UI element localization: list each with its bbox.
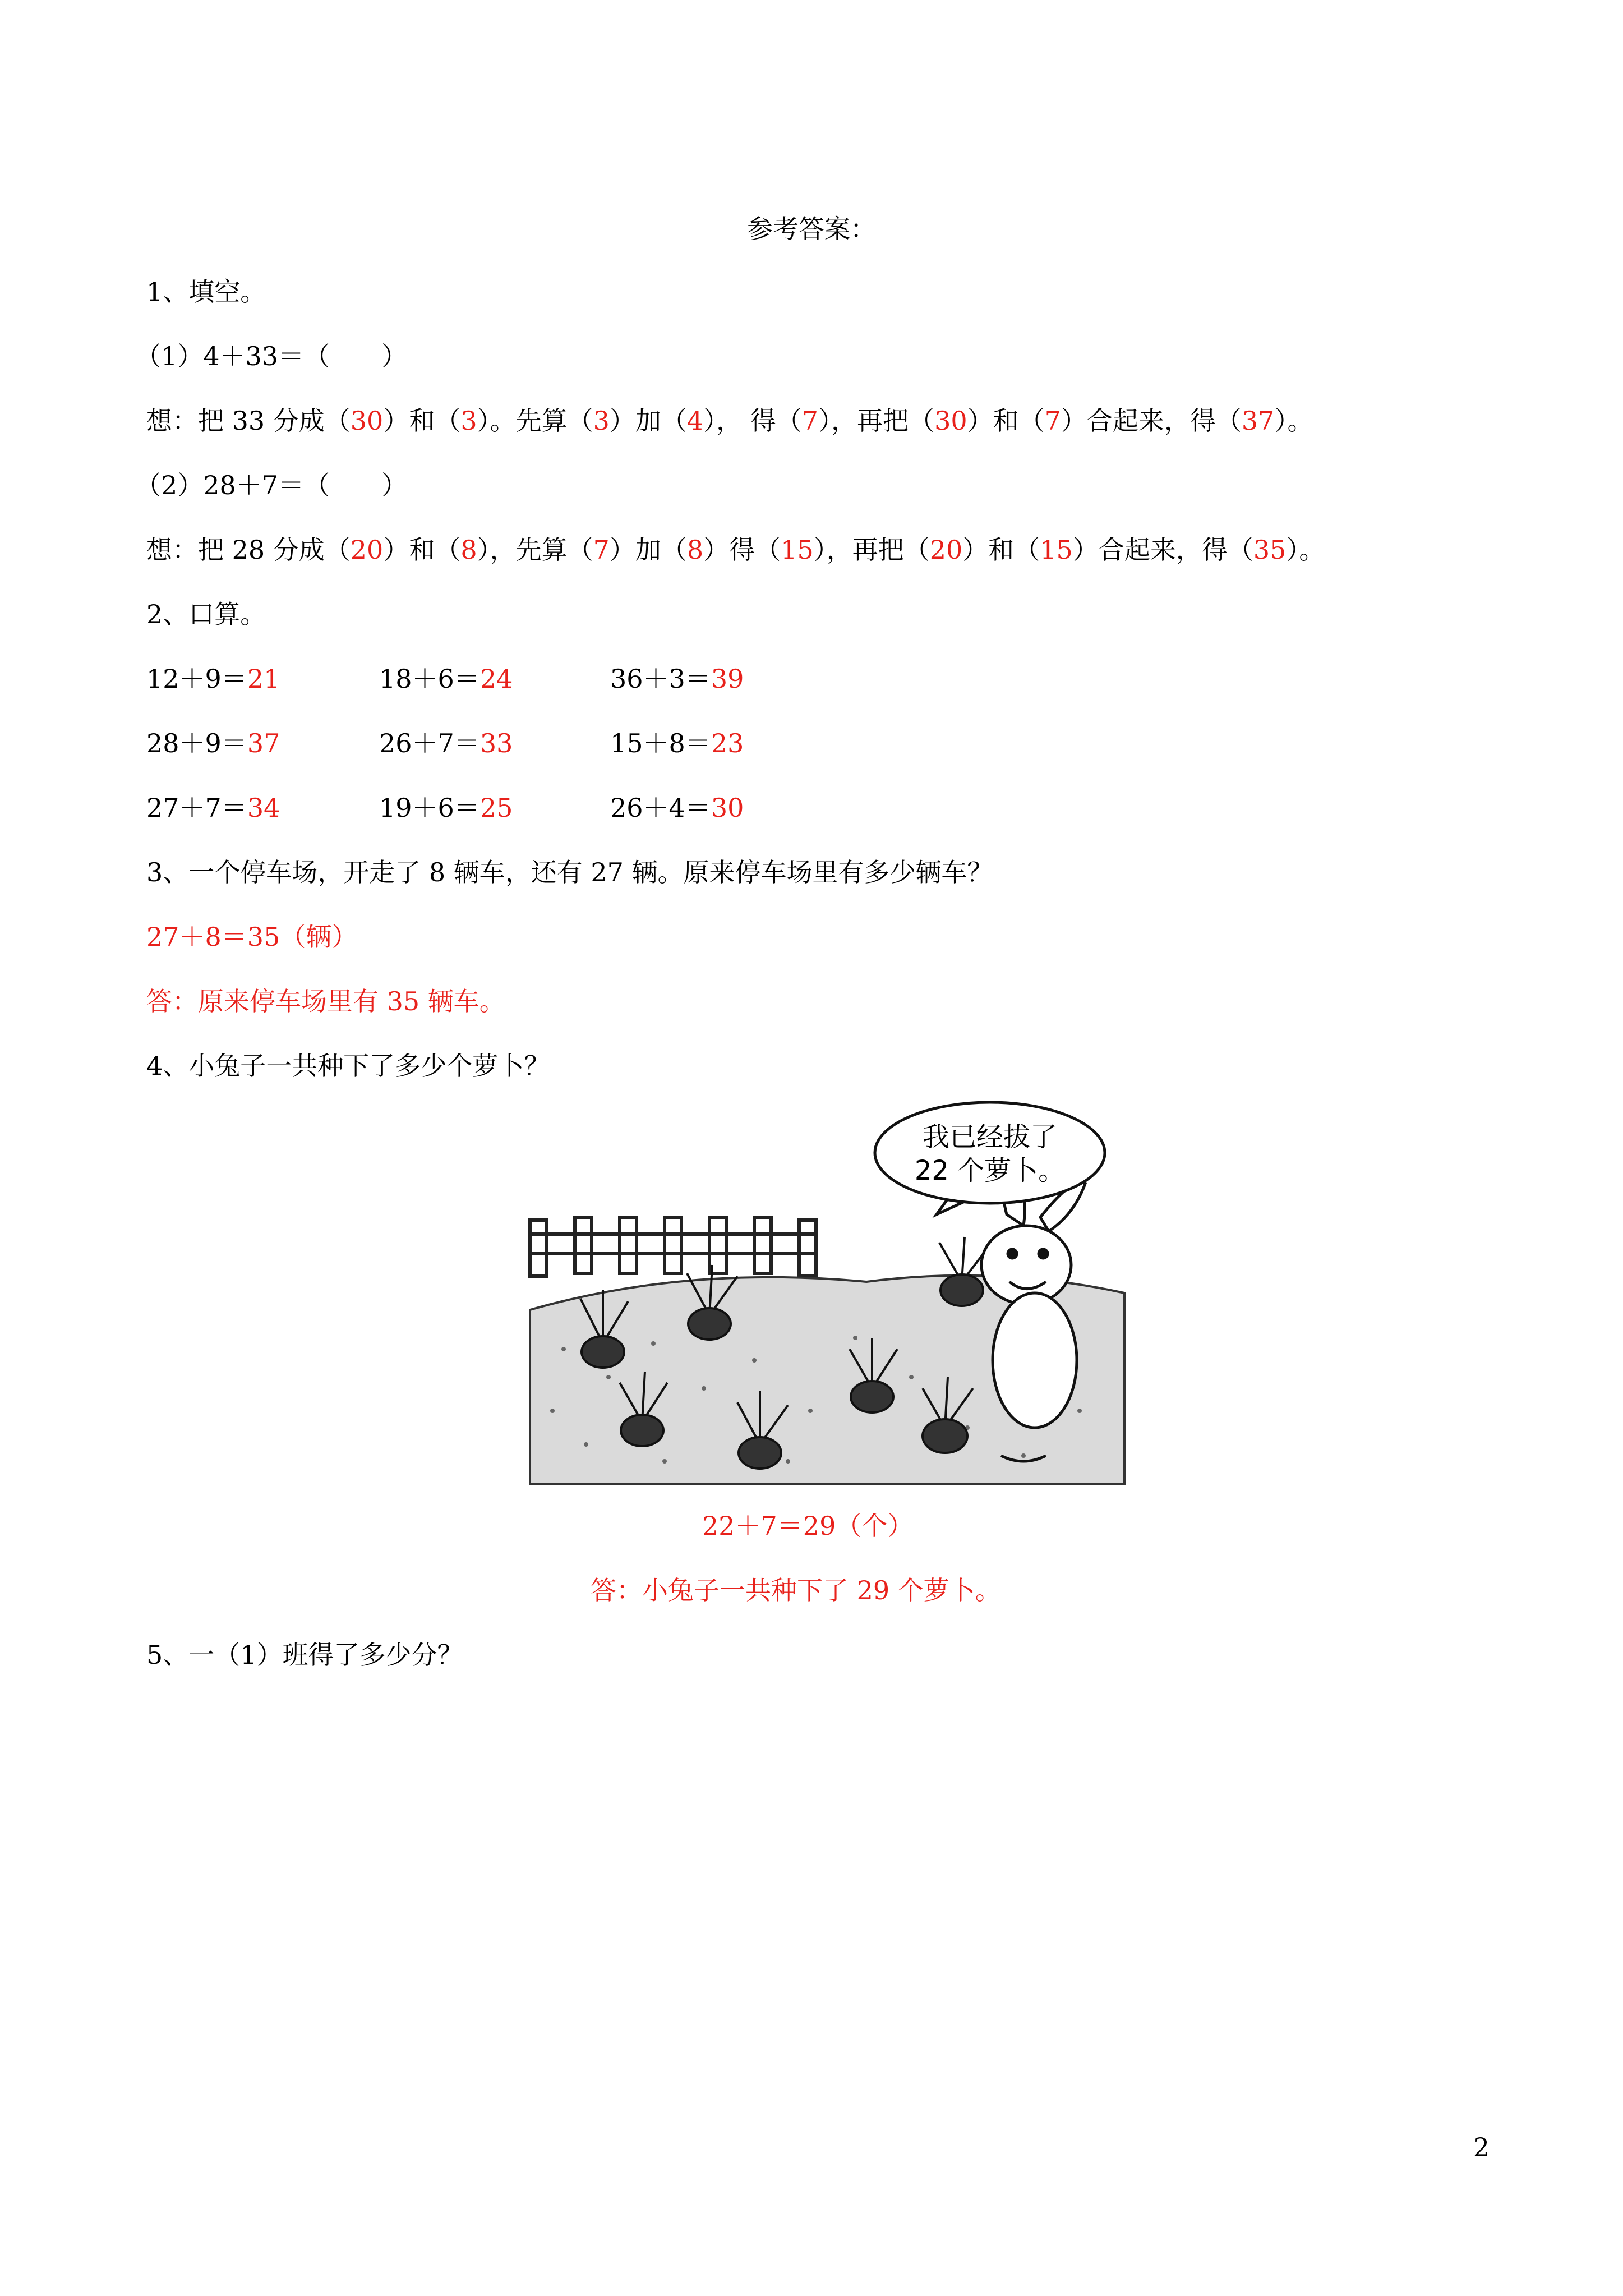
page-number: 2 <box>1473 2132 1490 2162</box>
q4-solution: 22＋7＝29（个） <box>702 1511 914 1541</box>
q4-answer: 答：小兔子一共种下了 29 个萝卜。 <box>591 1575 1001 1605</box>
q1-p2-answer-line: 想：把 28 分成（20）和（8），先算（7）加（8）得（15），再把（20）和（15）合起来，得（35）。 <box>146 535 1325 565</box>
calc-item: 26＋7＝33 <box>379 728 513 758</box>
q3-question: 3、一个停车场，开走了 8 辆车，还有 27 辆。原来停车场里有多少辆车？ <box>146 857 993 887</box>
q1-heading: 1、填空。 <box>146 277 266 307</box>
q3-answer: 答：原来停车场里有 35 辆车。 <box>146 986 505 1016</box>
calc-item: 27＋7＝34 <box>146 793 280 823</box>
q2-heading: 2、口算。 <box>146 599 266 629</box>
q1-p1-answer-line: 想：把 33 分成（30）和（3）。先算（3）加（4）， 得（7），再把（30）和（7）合起来，得（37）。 <box>146 406 1313 436</box>
q4-question: 4、小兔子一共种下了多少个萝卜？ <box>146 1051 550 1081</box>
calc-item: 28＋9＝37 <box>146 728 280 758</box>
rabbit-carrot-illustration <box>519 1097 1136 1489</box>
calc-item: 18＋6＝24 <box>379 664 513 694</box>
calc-item: 26＋4＝30 <box>610 793 744 823</box>
q1-p1-expression: （1）4＋33＝（ ） <box>135 341 408 371</box>
bubble-line-2: 22 个萝卜。 <box>914 1155 1066 1186</box>
calc-item: 12＋9＝21 <box>146 664 280 694</box>
bubble-line-1: 我已经拔了 <box>922 1121 1058 1153</box>
q1-p2-expression: （2）28＋7＝（ ） <box>135 470 408 500</box>
calc-item: 36＋3＝39 <box>610 664 744 694</box>
calc-item: 19＋6＝25 <box>379 793 513 823</box>
calc-item: 15＋8＝23 <box>610 728 744 758</box>
q3-solution: 27＋8＝35（辆） <box>146 922 358 952</box>
page-title: 参考答案： <box>747 214 876 244</box>
q5-question: 5、一（1）班得了多少分？ <box>146 1640 463 1670</box>
fence-icon <box>530 1217 816 1276</box>
